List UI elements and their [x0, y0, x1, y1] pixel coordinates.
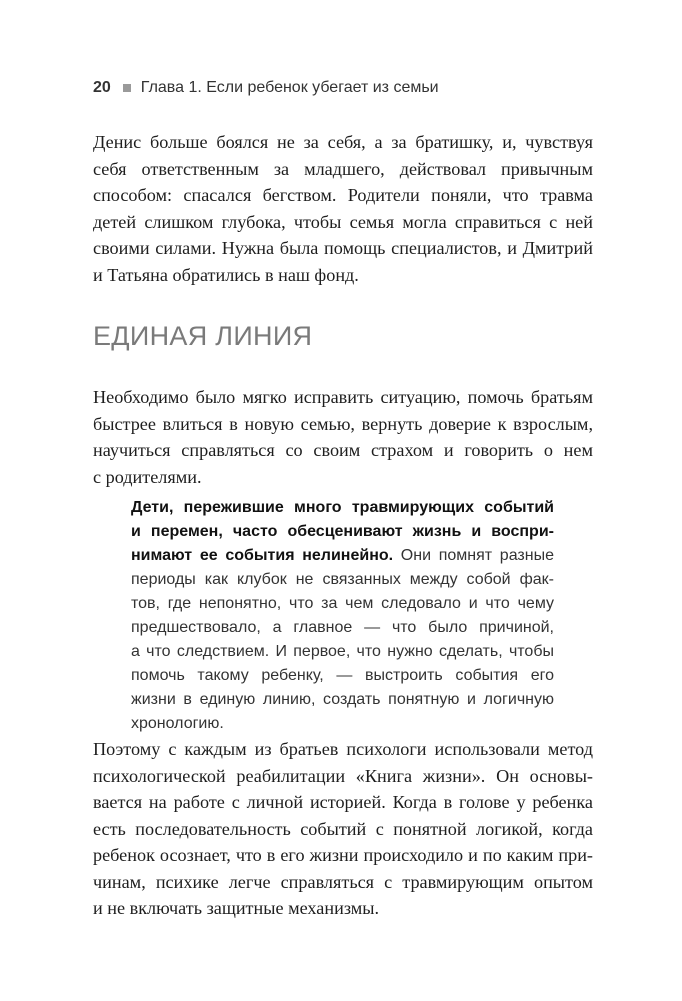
callout-line: тов, где непонятно, что за чем следовало и что чему	[131, 595, 554, 612]
paragraph-line: быстрее влиться в новую семью, вернуть доверие к взрослым,	[93, 413, 593, 434]
paragraph-line: научиться справляться со своим страхом и говорить о нем	[93, 440, 593, 460]
running-header	[93, 76, 439, 100]
callout-emphasis: Дети, пережившие много травмирующих событий	[131, 499, 554, 516]
paragraph-line: чинам, психике легче справляться с травмирующим опытом	[93, 871, 593, 892]
paragraph-2	[93, 384, 593, 490]
paragraph-1	[93, 129, 593, 288]
callout-line: помочь такому ребенку, — выстроить события его	[131, 667, 554, 684]
paragraph-line: способом: спасался бегством. Родители поняли, что травма	[93, 185, 593, 205]
callout-line: периоды как клубок не связанных между собой фак-	[131, 571, 554, 588]
paragraph-line: есть последовательность событий с понятной логикой, когда	[93, 818, 593, 839]
callout-line: хронологию.	[131, 715, 224, 732]
paragraph-line: своими силами. Нужна была помощь специалистов, и Дмитрий	[93, 238, 593, 258]
paragraph-line: и Татьяна обратились в наш фонд.	[93, 264, 359, 285]
callout-line: а что следствием. И первое, что нужно сделать, чтобы	[131, 643, 554, 660]
paragraph-line: психологической реабилитации «Книга жизни». Он основы-	[93, 765, 593, 786]
callout-line: предшествовало, а главное — что было причиной,	[131, 619, 554, 636]
paragraph-line: с родителями.	[93, 466, 202, 487]
callout-text: Они помнят разные	[393, 547, 554, 564]
paragraph-line: Необходимо было мягко исправить ситуацию, помочь братьям	[93, 387, 593, 407]
paragraph-line: Денис больше боялся не за себя, а за братишку, и, чувствуя	[93, 132, 593, 152]
paragraph-line: ребенок осознает, что в его жизни происходило и по каким при-	[93, 845, 593, 865]
page-number: 20	[93, 79, 111, 96]
callout-line	[131, 496, 554, 520]
paragraph-line: детей слишком глубока, чтобы семья могла справиться с ней	[93, 211, 593, 232]
paragraph-line: и не включать защитные механизмы.	[93, 898, 380, 918]
callout-line	[131, 520, 554, 544]
callout-line	[131, 544, 554, 568]
callout-line: жизни в единую линию, создать понятную и логичную	[131, 691, 554, 708]
section-heading: ЕДИНАЯ ЛИНИЯ	[93, 321, 313, 351]
callout-block	[131, 496, 554, 736]
paragraph-line: Поэтому с каждым из братьев психологи использовали метод	[93, 739, 593, 759]
chapter-title: Глава 1. Если ребенок убегает из семьи	[140, 79, 439, 96]
callout-emphasis: и перемен, часто обесценивают жизнь и воспри-	[131, 523, 554, 540]
header-separator-square-icon	[123, 84, 131, 92]
paragraph-line: себя ответственным за младшего, действовал привычным	[93, 158, 593, 179]
paragraph-3	[93, 736, 593, 922]
paragraph-line: вается на работе с личной историей. Когда в голове у ребенка	[93, 792, 593, 812]
callout-emphasis: нимают ее события нелинейно.	[131, 547, 394, 564]
